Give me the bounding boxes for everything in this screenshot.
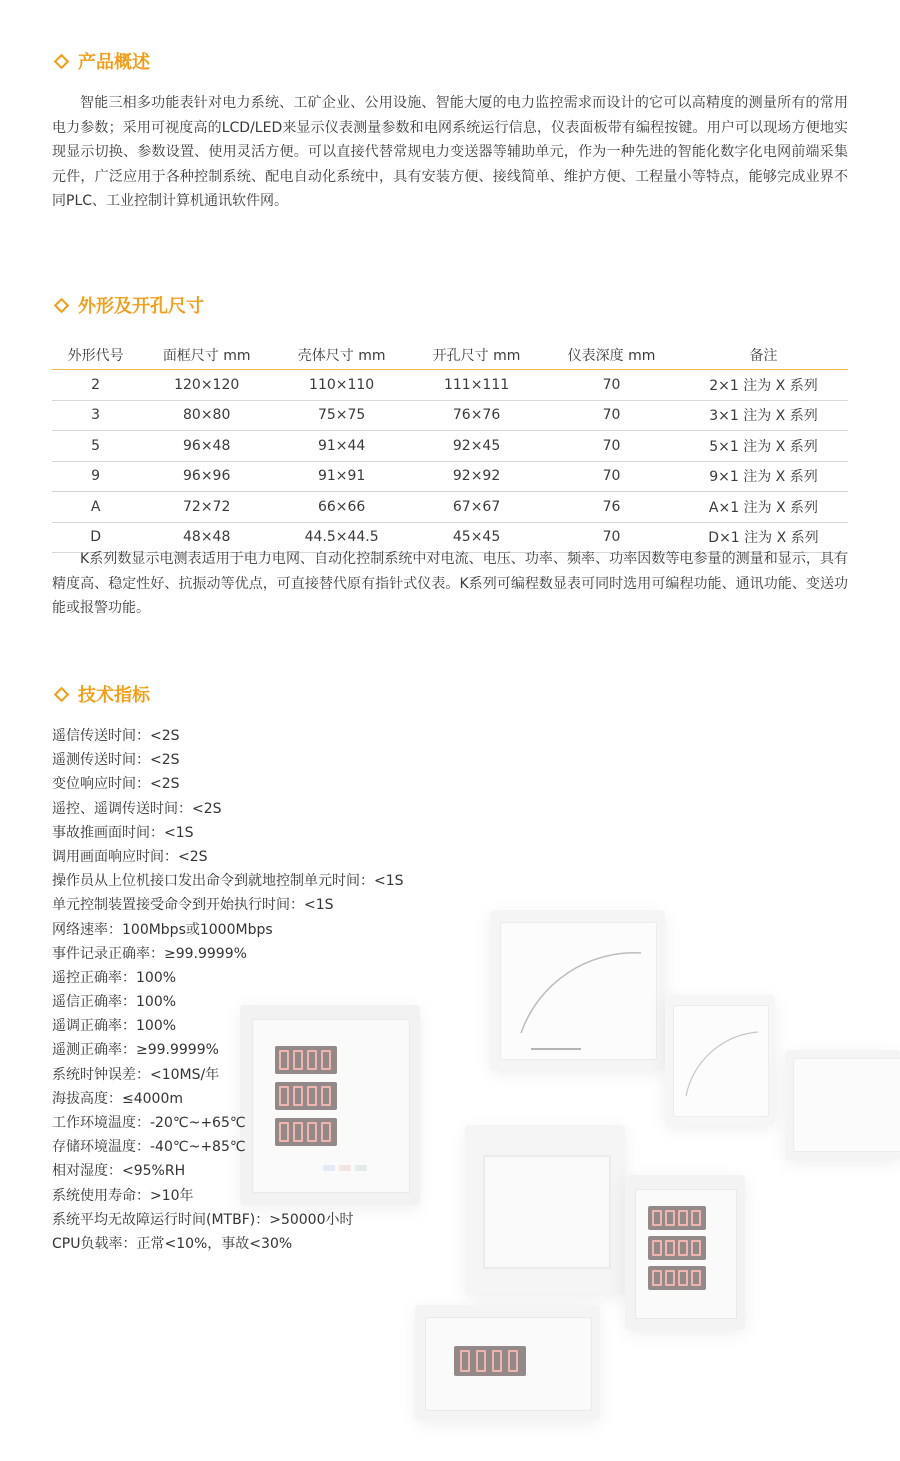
list-item: 遥信正确率：100% <box>52 994 177 1011</box>
list-item: 遥调正确率：100% <box>52 1018 177 1035</box>
analog-meter-icon <box>665 995 775 1125</box>
table-cell: 67×67 <box>409 492 544 523</box>
digital-meter-icon <box>415 1305 600 1420</box>
meter-face <box>500 922 657 1060</box>
table-cell: 9×1 注为 X 系列 <box>679 461 848 492</box>
list-item: CPU负载率：正常<10%，事故<30% <box>52 1235 293 1252</box>
list-item: 海拔高度：≤4000m <box>52 1090 183 1107</box>
table-cell: 110×110 <box>274 370 409 401</box>
list-item: 遥控正确率：100% <box>52 969 177 986</box>
dimensions-title: 外形及开孔尺寸 <box>78 296 204 317</box>
table-cell: 5×1 注为 X 系列 <box>679 431 848 462</box>
list-item: 事件记录正确率：≥99.9999% <box>52 945 247 962</box>
table-cell: 66×66 <box>274 492 409 523</box>
table-cell: 75×75 <box>274 400 409 431</box>
table-cell: 2×1 注为 X 系列 <box>679 370 848 401</box>
column-header: 开孔尺寸 mm <box>409 340 544 370</box>
table-cell: 120×120 <box>139 370 274 401</box>
dimensions-heading <box>52 292 204 318</box>
list-item: 遥信传送时间：<2S <box>52 728 180 744</box>
table-cell: 45×45 <box>409 522 544 553</box>
meter-face <box>673 1005 769 1117</box>
overview-heading <box>52 48 150 74</box>
table-cell: 70 <box>544 400 679 431</box>
overview-title: 产品概述 <box>78 52 150 73</box>
dimensions-table <box>52 340 848 553</box>
table-row <box>52 400 848 431</box>
meter-face <box>635 1189 737 1319</box>
column-header: 备注 <box>679 340 848 370</box>
diamond-icon <box>54 297 70 313</box>
list-item: 网络速率：100Mbps或1000Mbps <box>52 921 273 938</box>
list-item: 系统时钟误差：<10MS/年 <box>52 1066 220 1083</box>
list-item: 事故推画面时间：<1S <box>52 824 194 841</box>
digit-display <box>648 1206 706 1230</box>
list-item: 单元控制装置接受命令到开始执行时间：<1S <box>52 897 334 914</box>
list-item: 系统使用寿命：>10年 <box>52 1187 194 1204</box>
table-cell: 48×48 <box>139 522 274 553</box>
meter-face <box>793 1058 900 1152</box>
digit-display <box>648 1236 706 1260</box>
table-cell: 3×1 注为 X 系列 <box>679 400 848 431</box>
table-cell: 70 <box>544 431 679 462</box>
diamond-icon <box>54 53 70 69</box>
list-item: 工作环境温度：-20℃~+65℃ <box>52 1115 246 1131</box>
column-header: 壳体尺寸 mm <box>274 340 409 370</box>
list-item: 相对湿度：<95%RH <box>52 1163 186 1180</box>
meter-face <box>425 1317 592 1411</box>
table-cell: 92×45 <box>409 431 544 462</box>
table-cell: 96×96 <box>139 461 274 492</box>
table-cell: 5 <box>52 431 139 462</box>
table-cell: 76×76 <box>409 400 544 431</box>
table-header-row <box>52 340 848 370</box>
table-row <box>52 431 848 462</box>
list-item: 变位响应时间：<2S <box>52 776 180 793</box>
digit-display <box>648 1266 706 1290</box>
table-cell: A×1 注为 X 系列 <box>679 492 848 523</box>
table-cell: 111×111 <box>409 370 544 401</box>
list-item: 遥测传送时间：<2S <box>52 752 180 769</box>
specs-title: 技术指标 <box>78 685 150 706</box>
table-cell: D×1 注为 X 系列 <box>679 522 848 553</box>
gauge-scale-icon <box>501 923 656 1059</box>
table-cell: 96×48 <box>139 431 274 462</box>
list-item: 调用画面响应时间：<2S <box>52 848 208 865</box>
diamond-icon <box>54 686 70 702</box>
specs-heading <box>52 681 150 707</box>
list-item: 遥控、遥调传送时间：<2S <box>52 800 222 817</box>
table-cell: 44.5×44.5 <box>274 522 409 553</box>
table-row <box>52 461 848 492</box>
table-cell: 91×44 <box>274 431 409 462</box>
analog-meter-icon <box>785 1050 900 1160</box>
table-cell: 9 <box>52 461 139 492</box>
list-item: 存储环境温度：-40℃~+85℃ <box>52 1139 246 1156</box>
list-item: 系统平均无故障运行时间(MTBF)：>50000小时 <box>52 1211 354 1228</box>
table-cell: 70 <box>544 370 679 401</box>
table-cell: 76 <box>544 492 679 523</box>
column-header: 面框尺寸 mm <box>139 340 274 370</box>
table-cell: 72×72 <box>139 492 274 523</box>
digit-display <box>454 1346 526 1376</box>
table-cell: 2 <box>52 370 139 401</box>
digital-meter-icon <box>625 1175 745 1330</box>
dimensions-note: K系列数显示电测表适用于电力电网、自动化控制系统中对电流、电压、功率、频率、功率因数等电参量的测量和显示，具有精度高、稳定性好、抗振动等优点，可直接替代原有指针式仪表。K系列可编程数显表可同时选用可编程功能、通讯功能、变送功能或报警功能。 <box>52 551 848 616</box>
overview-text: 智能三相多功能表针对电力系统、工矿企业、公用设施、智能大厦的电力监控需求而设计的它可以高精度的测量所有的常用电力参数；采用可视度高的LCD/LED来显示仪表测量参数和电网系统运行信息，仪表面板带有编程按键。用户可以现场方便地实现显示切换、参数设置、使用灵活方便。可以直接代替常规电力变送器等辅助单元，作为一种先进的智能化数字化电网前端采集元件，广泛应用于各种控制系统、配电自动化系统中，具有安装方便、接线简单、维护方便、工程量小等特点，能够完成业界不同PLC、工业控制计算机通讯软件网。 <box>52 95 848 209</box>
table-cell: 70 <box>544 461 679 492</box>
table-cell: 70 <box>544 522 679 553</box>
table-cell: 92×92 <box>409 461 544 492</box>
column-header: 仪表深度 mm <box>544 340 679 370</box>
analog-meter-icon <box>490 910 665 1070</box>
digital-meter-icon <box>465 1125 625 1295</box>
meter-face <box>483 1155 611 1269</box>
list-item: 遥测正确率：≥99.9999% <box>52 1042 219 1059</box>
table-row <box>52 492 848 523</box>
table-cell: 3 <box>52 400 139 431</box>
table-cell: D <box>52 522 139 553</box>
specs-list <box>52 724 404 1256</box>
table-cell: 91×91 <box>274 461 409 492</box>
table-cell: 80×80 <box>139 400 274 431</box>
gauge-scale-icon <box>674 1006 768 1116</box>
list-item: 操作员从上位机接口发出命令到就地控制单元时间：<1S <box>52 873 404 890</box>
table-cell: A <box>52 492 139 523</box>
table-row <box>52 370 848 401</box>
column-header: 外形代号 <box>52 340 139 370</box>
